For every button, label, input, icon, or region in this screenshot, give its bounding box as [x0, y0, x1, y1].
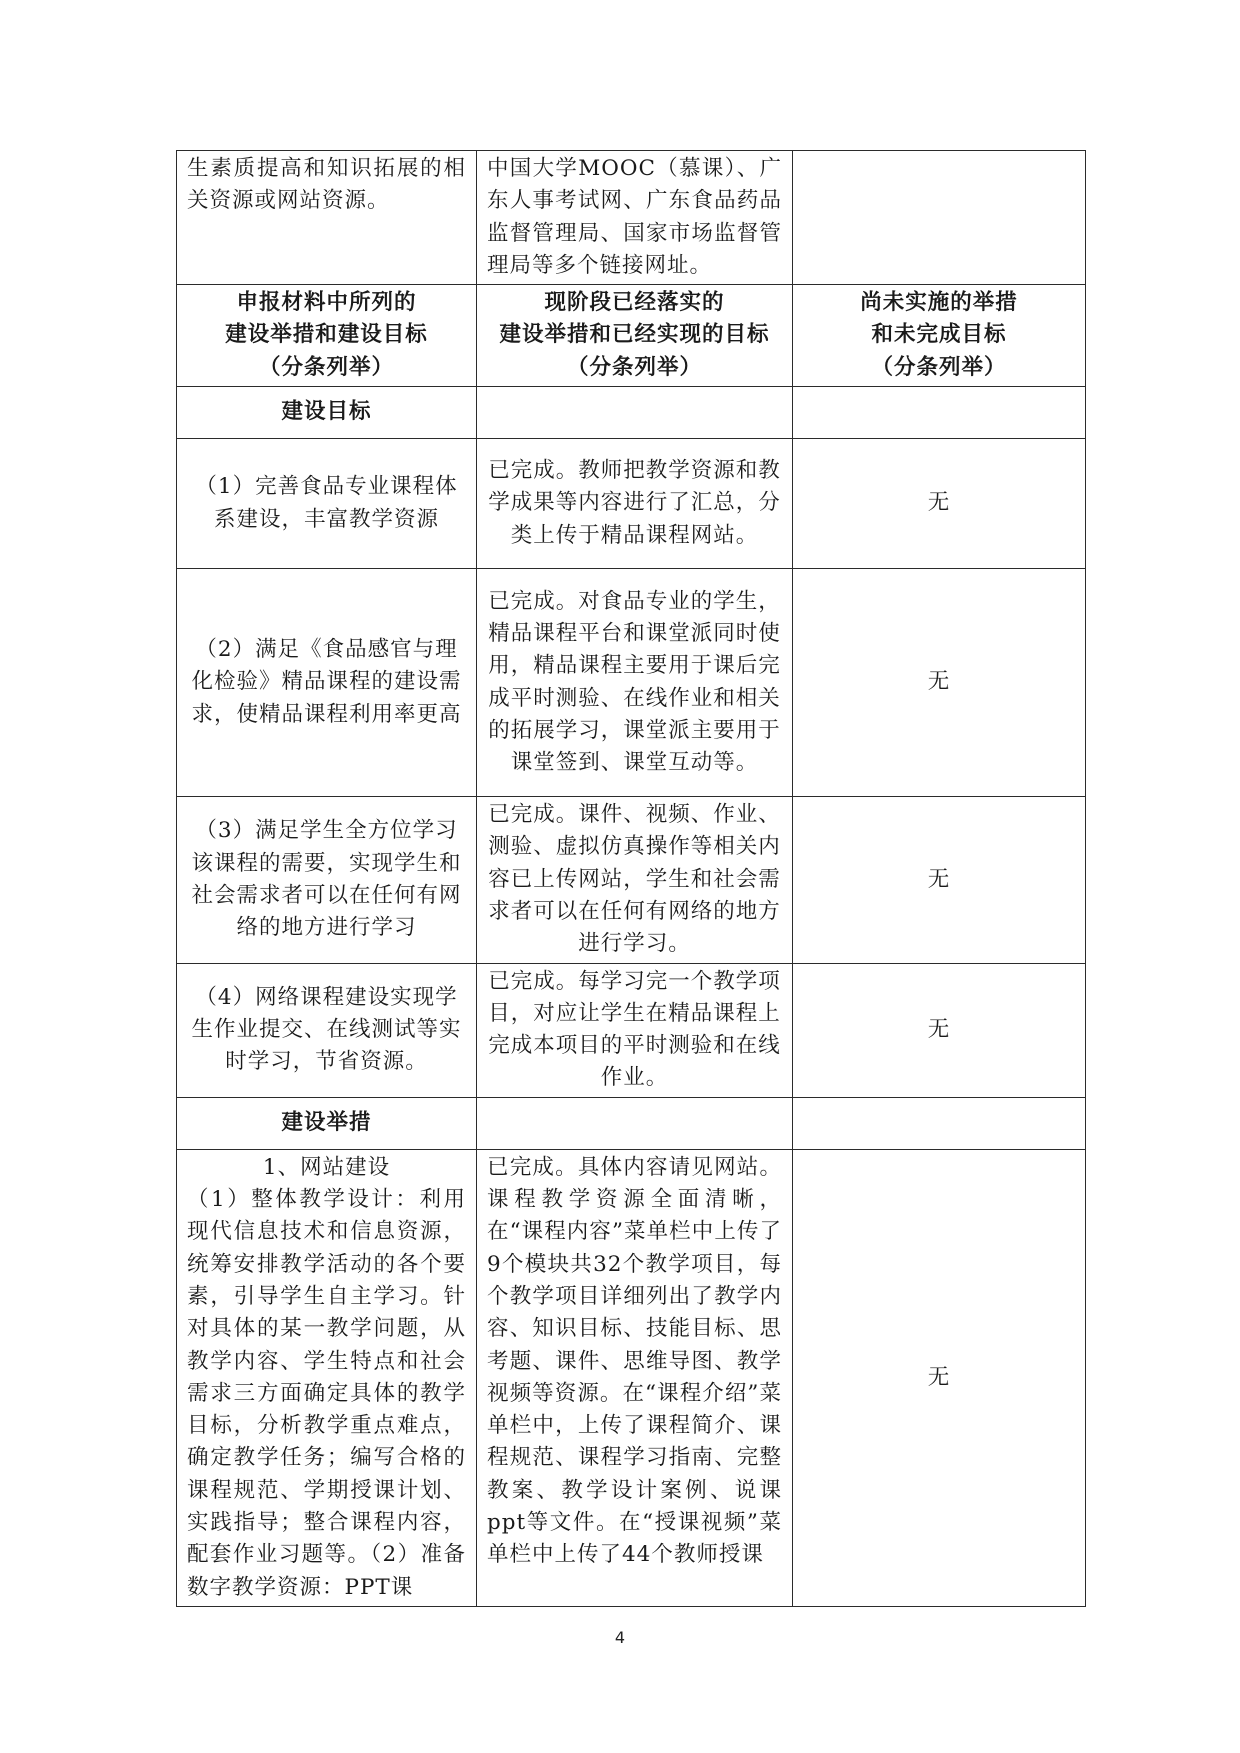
cell-pending-3: 无: [793, 797, 1086, 963]
cell-done-continuation: 中国大学MOOC（慕课）、广东人事考试网、广东食品药品监督管理局、国家市场监督管理局等多个链接网址。: [477, 151, 793, 285]
table-header-row: [177, 285, 1086, 387]
cell-goal-1: （1）完善食品专业课程体系建设，丰富教学资源: [177, 439, 477, 569]
table-row: [177, 963, 1086, 1097]
header-planned-measures: 申报材料中所列的 建设举措和建设目标 （分条列举）: [177, 285, 477, 387]
cell-done-1: 已完成。教师把教学资源和教学成果等内容进行了汇总，分类上传于精品课程网站。: [477, 439, 793, 569]
section-title-goals: 建设目标: [177, 387, 477, 439]
measure-title: 1、网站建设: [262, 1154, 391, 1180]
cell-pending-continuation: [793, 151, 1086, 285]
header-pending-measures: 尚未实施的举措 和未完成目标 （分条列举）: [793, 285, 1086, 387]
cell-done-3: 已完成。课件、视频、作业、测验、虚拟仿真操作等相关内容已上传网站，学生和社会需求者可以在任何有网络的地方进行学习。: [477, 797, 793, 963]
cell-pending-2: 无: [793, 569, 1086, 797]
empty-cell: [793, 387, 1086, 439]
table-row: [177, 1149, 1086, 1606]
cell-measure-pending: 无: [793, 1149, 1086, 1606]
empty-cell: [477, 1097, 793, 1149]
header-implemented-measures: 现阶段已经落实的 建设举措和已经实现的目标 （分条列举）: [477, 285, 793, 387]
empty-cell: [793, 1097, 1086, 1149]
table-row: [177, 569, 1086, 797]
page-number: 4: [614, 1628, 626, 1647]
construction-progress-table: [176, 150, 1086, 1607]
table-row: [177, 797, 1086, 963]
cell-goal-2: （2）满足《食品感官与理化检验》精品课程的建设需求，使精品课程利用率更高: [177, 569, 477, 797]
section-row-measures: [177, 1097, 1086, 1149]
cell-measure-done: 已完成。具体内容请见网站。课程教学资源全面清晰，在“课程内容”菜单栏中上传了9个模块共32个教学项目，每个教学项目详细列出了教学内容、知识目标、技能目标、思考题、课件、思维导图、教学视频等资源。在“课程介绍”菜单栏中，上传了课程简介、课程规范、课程学习指南、完整教案、教学设计案例、说课ppt等文件。在“授课视频”菜单栏中上传了44个教师授课: [477, 1149, 793, 1606]
section-row-goals: [177, 387, 1086, 439]
table-row: [177, 151, 1086, 285]
cell-goal-4: （4）网络课程建设实现学生作业提交、在线测试等实时学习，节省资源。: [177, 963, 477, 1097]
table-row: [177, 439, 1086, 569]
empty-cell: [477, 387, 793, 439]
measure-body: （1）整体教学设计：利用现代信息技术和信息资源，统筹安排教学活动的各个要素，引导学生自主学习。针对具体的某一教学问题，从教学内容、学生特点和社会需求三方面确定具体的教学目标，分析教学重点难点，确定教学任务；编写合格的课程规范、学期授课计划、实践指导；整合课程内容，配套作业习题等。（2）准备数字教学资源：PPT课: [187, 1187, 466, 1600]
cell-pending-1: 无: [793, 439, 1086, 569]
section-title-measures: 建设举措: [177, 1097, 477, 1149]
cell-done-2: 已完成。对食品专业的学生，精品课程平台和课堂派同时使用，精品课程主要用于课后完成平时测验、在线作业和相关的拓展学习，课堂派主要用于课堂签到、课堂互动等。: [477, 569, 793, 797]
cell-done-4: 已完成。每学习完一个教学项目，对应让学生在精品课程上完成本项目的平时测验和在线作业。: [477, 963, 793, 1097]
cell-goal-3: （3）满足学生全方位学习该课程的需要，实现学生和社会需求者可以在任何有网络的地方进行学习: [177, 797, 477, 963]
cell-measure-1: [177, 1149, 477, 1606]
cell-goal-continuation: 生素质提高和知识拓展的相关资源或网站资源。: [177, 151, 477, 285]
cell-pending-4: 无: [793, 963, 1086, 1097]
